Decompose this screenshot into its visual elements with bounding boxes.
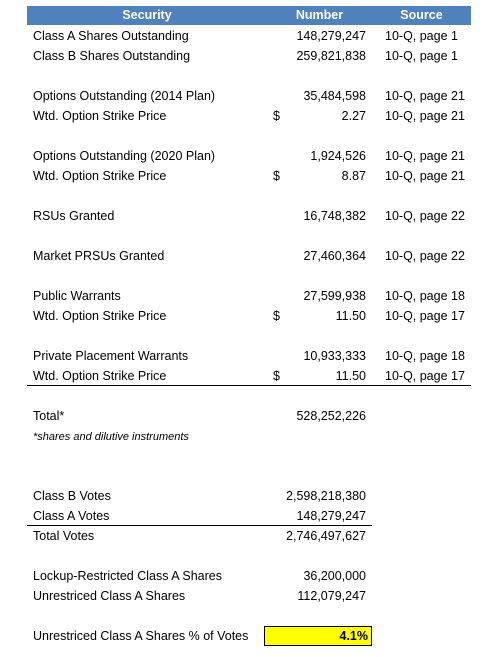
header-number: Number <box>295 8 344 22</box>
row-source: 10-Q, page 17 <box>385 309 465 323</box>
row-source: 10-Q, page 17 <box>385 369 465 383</box>
table-row <box>0 506 483 526</box>
table-row <box>0 146 483 166</box>
row-dollar: $ <box>273 369 280 383</box>
row-number: 148,279,247 <box>296 509 366 523</box>
row-number: 16,748,382 <box>303 209 366 223</box>
table-row <box>0 346 483 366</box>
table-row <box>0 86 483 106</box>
row-label: RSUs Granted <box>33 209 115 223</box>
row-source: 10-Q, page 21 <box>385 149 465 163</box>
table-header <box>27 6 471 25</box>
row-label: Total Votes <box>33 529 95 543</box>
row-source: 10-Q, page 1 <box>385 29 458 43</box>
row-number: 8.87 <box>341 169 366 183</box>
row-source: 10-Q, page 21 <box>385 109 465 123</box>
table-row <box>0 166 483 186</box>
row-label: Wtd. Option Strike Price <box>33 309 167 323</box>
row-label: Options Outstanding (2020 Plan) <box>33 149 216 163</box>
row-source: 10-Q, page 18 <box>385 349 465 363</box>
row-number: 2.27 <box>341 109 366 123</box>
header-security: Security <box>122 8 172 22</box>
row-label: Wtd. Option Strike Price <box>33 109 167 123</box>
row-source: 10-Q, page 22 <box>385 209 465 223</box>
row-label: Unrestriced Class A Shares % of Votes <box>33 629 249 643</box>
row-number: 11.50 <box>335 369 366 383</box>
table-row <box>0 486 483 506</box>
table-row <box>0 286 483 306</box>
row-number: 35,484,598 <box>303 89 366 103</box>
row-source: 10-Q, page 21 <box>385 169 465 183</box>
table-row <box>0 206 483 226</box>
row-number: 27,599,938 <box>303 289 366 303</box>
row-label: Class A Shares Outstanding <box>33 29 189 43</box>
row-dollar: $ <box>273 309 280 323</box>
highlight-cell <box>264 626 372 646</box>
row-source: 10-Q, page 18 <box>385 289 465 303</box>
row-number: 11.50 <box>335 309 366 323</box>
table-row <box>0 566 483 586</box>
row-label: Class B Votes <box>33 489 111 503</box>
row-label: Public Warrants <box>33 289 121 303</box>
row-number: 2,598,218,380 <box>286 489 366 503</box>
table-row <box>0 626 483 646</box>
row-source: 10-Q, page 1 <box>385 49 458 63</box>
row-label: Lockup-Restricted Class A Shares <box>33 569 222 583</box>
highlight-value: 4.1% <box>339 629 368 643</box>
row-label: Private Placement Warrants <box>33 349 189 363</box>
table-row <box>0 46 483 66</box>
row-label: Wtd. Option Strike Price <box>33 169 167 183</box>
row-number: 36,200,000 <box>303 569 366 583</box>
total-footnote: *shares and dilutive instruments <box>33 431 189 443</box>
row-number: 148,279,247 <box>296 29 366 43</box>
row-label: Class B Shares Outstanding <box>33 49 191 63</box>
row-dollar: $ <box>273 169 280 183</box>
table-row <box>0 106 483 126</box>
row-label: Unrestriced Class A Shares <box>33 589 186 603</box>
row-label: Class A Votes <box>33 509 110 523</box>
table-row <box>0 366 483 386</box>
row-number: 1,924,526 <box>310 149 366 163</box>
row-number: 528,252,226 <box>296 409 366 423</box>
divider-line <box>27 385 471 386</box>
row-label: Options Outstanding (2014 Plan) <box>33 89 216 103</box>
table-row <box>0 246 483 266</box>
header-source: Source <box>400 8 443 22</box>
row-source: 10-Q, page 22 <box>385 249 465 263</box>
row-label: Market PRSUs Granted <box>33 249 165 263</box>
row-number: 259,821,838 <box>296 49 366 63</box>
row-number: 27,460,364 <box>303 249 366 263</box>
row-number: 112,079,247 <box>297 589 366 603</box>
table-row <box>0 306 483 326</box>
table-row <box>0 406 483 426</box>
row-number: 10,933,333 <box>303 349 366 363</box>
table-row <box>0 26 483 46</box>
row-label: Total* <box>33 409 65 423</box>
row-dollar: $ <box>273 109 280 123</box>
row-number: 2,746,497,627 <box>286 529 366 543</box>
row-label: Wtd. Option Strike Price <box>33 369 167 383</box>
divider-line <box>27 525 372 526</box>
table-row <box>0 526 483 546</box>
row-source: 10-Q, page 21 <box>385 89 465 103</box>
table-row <box>0 586 483 606</box>
